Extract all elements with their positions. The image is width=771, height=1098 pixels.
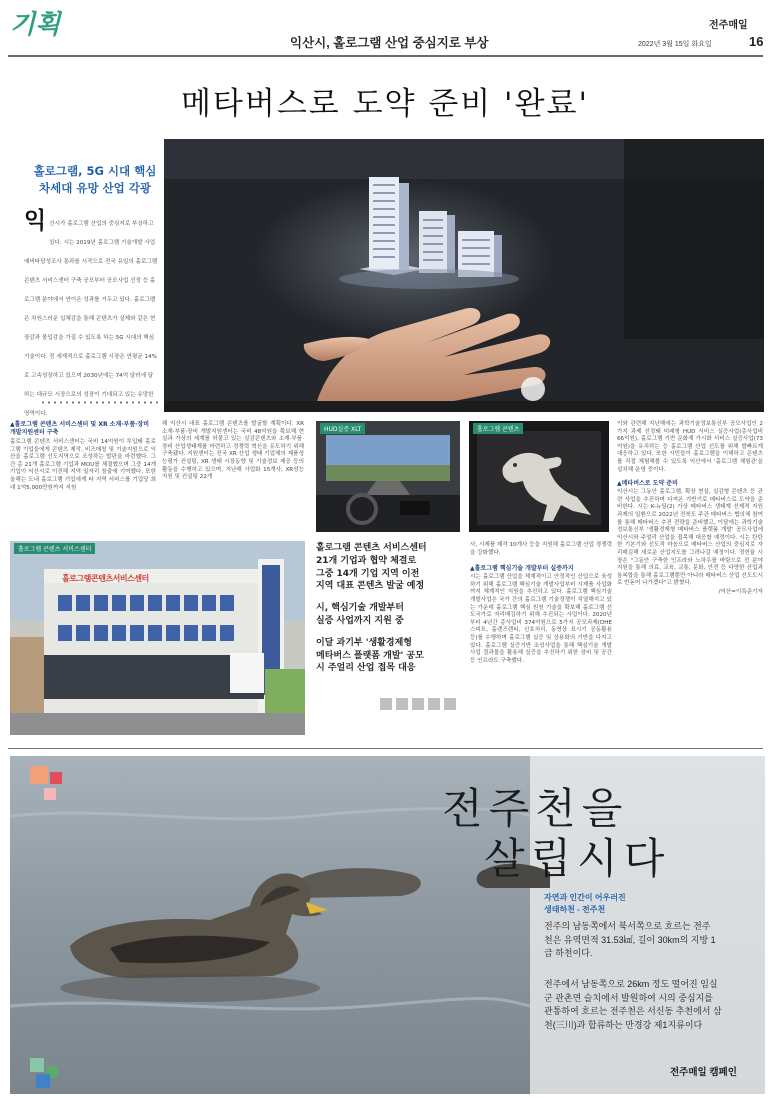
service-center-photo-art xyxy=(10,541,305,735)
hud-photo xyxy=(316,421,460,532)
col4-text-top: 이와 관련해 지난해에는 과학기술정보통신부 공모사업인 2가지 과제 선정돼 미래형 HUD 서비스 실증사업(총사업비 66억원), 홀로그램 기반 문화재 가시화 서비스 실증사업(73억원)을 유치하는 등 홀로그램 산업 선도를 위해 발빠르게 대응하고 있다. 또한 시민들이 홀로그램을 이해하고 콘텐츠를 직접 체험해볼 수 있도록 익산에서 '홀로그램 체험관'을 설치해 운영 중이다. xyxy=(617,421,763,473)
campaign-ad xyxy=(10,756,765,1094)
lead-text: 산시가 홀로그램 산업의 중심지로 부상하고 있다. 시는 2019년 홀로그램 기술개발 사업 예비타당성조사 통과를 시작으로 전국 유일의 홀로그램 콘텐츠 서비스센터 구축 공모부터 공모사업 선정 등 홀로그램 분야에서 연이은 성과를 거두고 있다. 홀로그램은 차원스러운 입체감을 통해 콘텐츠가 실제와 같은 현장감과 몰입감을 가질 수 있도록 하는 5G 시대의 핵심기술이다. 전 세계적으로 홀로그램 시장은 연평균 14%로 고속성장하고 있으며 2030년에는 74억 달러에 달하는 대규모 시장으로의 성장이 기대되고 있는 유망한 영역이다. xyxy=(24,221,158,417)
col3-text-top: 사, 시제품 제작 10개사 등을 지원해 홀로그램 산업 경쟁력을 강화했다. xyxy=(470,542,612,556)
pull-quote-line: 이달 과기부 '생활경제형 xyxy=(316,637,412,648)
quote-marker xyxy=(412,698,424,710)
ad-rule xyxy=(8,748,763,749)
pull-quote-line: 지역 대표 콘텐츠 발굴 예정 xyxy=(316,581,425,592)
quote-marker xyxy=(380,698,392,710)
ad-para-2: 전주에서 남동쪽으로 26km 정도 떨어진 임실군 관촌면 슬치에서 발원하여 시의 중심지를 관통하여 흐르는 전주천은 서신동 추천에서 삼천(三川)과 합류하는 만경강 제1지류이다 xyxy=(544,979,722,1030)
page-headline: 익산시, 홀로그램 산업 중심지로 부상 xyxy=(290,36,489,50)
building-sign: 홀로그램콘텐츠서비스센터 xyxy=(62,574,149,583)
pull-quote xyxy=(316,542,464,675)
pull-quote-line: 실증 사업까지 지원 중 xyxy=(316,615,404,626)
side-subtitle-line1: 홀로그램, 5G 시대 핵심 xyxy=(33,164,157,178)
pull-quote-line: 그중 14개 기업 지역 이전 xyxy=(316,568,420,579)
page-title: 메타버스로 도약 준비 '완료' xyxy=(180,86,589,122)
ad-para-1: 전주의 남동쪽에서 북서쪽으로 흐르는 전주천은 유역면적 31.53㎢, 길이 30km의 지방 1급 하천이다. xyxy=(544,921,716,958)
column-2 xyxy=(162,421,304,482)
col4-section-title: ▲메타버스로 도약 준비 xyxy=(617,480,678,488)
col2-text: 해 익산시 대표 홀로그램 콘텐츠를 발굴할 계획이다. XR 소재·부품·장비 개발지원센터는 국비 48억원을 확보해 현실과 가상의 세계를 허물고 있는 실감콘텐츠와 소재·부품·장비 산업생태계를 마련하고 경쟁력 혁신을 유도하기 위해 구축됐다. 지원센터는 전국 XR 산업 생태 기업체의 제품성능평가 컨설팅, XR 생태 시장동향 및 기술정보 제공 등의 활동을 수행하고 있으며, 지난해 사업화 15개사, XR성능지원 및 컨설팅 22개 xyxy=(162,421,304,481)
dinosaur-photo xyxy=(469,421,609,532)
pull-quote-line: 메타버스 플랫폼 개발' 공모 xyxy=(316,650,424,661)
ad-title-line2: 살립시다 xyxy=(484,834,671,883)
column-4 xyxy=(617,421,763,596)
column-1 xyxy=(10,421,156,492)
col3-text: 시는 홀로그램 산업을 체계적이고 안정적인 산업으로 육성하기 위해 홀로그램 핵심기술 개발사업부터 시제품 사업화까지 체계적인 지원을 추진하고 있다. 홀로그램 핵심기술 개발사업은 국가 간의 홀로그램 기술경쟁이 치열해지고 있는 가운데 홀로그램 핵심 원천 기술을 확보해 홀로그램 선도국가로 자리매김하기 위해 추진되는 사업이다. 2020년부터 4년간 총사업비 374억원으로 5가지 공모과제(DHE스피트, 홀렌즈렌티, 신호처리, 동영상 표시기 공동활용 등)를 수행하며 홀로그램 실증 및 상용화의 기반을 다지고 있다. 홀로그램 실증기반 조성사업을 통해 핵심기술 개발사업 결과물을 활용해 실증을 추진하기 위한 장비 및 공간 등 인프라도 구축했다. xyxy=(470,574,612,664)
dinosaur-photo-art xyxy=(469,421,609,532)
ad-subtitle: 자연과 인간이 어우러진 xyxy=(544,893,626,902)
service-center-tag: 홀로그램 콘텐츠 서비스센터 xyxy=(14,543,95,554)
quote-marker xyxy=(396,698,408,710)
pull-quote-line xyxy=(316,628,464,637)
drop-cap: 익 xyxy=(24,208,47,234)
section-kicker: 기획 xyxy=(10,10,61,40)
pull-quote-line: 21개 기업과 협약 체결로 xyxy=(316,555,417,566)
byline: /익산=이특준기자 xyxy=(718,588,763,595)
divider-dots xyxy=(40,401,160,404)
ad-campaign-label: 전주매일 캠페인 xyxy=(670,1067,737,1078)
paper-name: 전주매일 xyxy=(709,20,748,31)
hud-tag: HUD실증 XLT xyxy=(320,423,365,434)
ad-tagline: 생태하천 - 전주천 xyxy=(544,905,606,914)
pull-quote-line xyxy=(316,593,464,602)
lead-paragraph xyxy=(24,210,158,419)
page-number: 16 xyxy=(749,34,764,49)
pull-quote-line: 홀로그램 콘텐츠 서비스센터 xyxy=(316,543,427,553)
column-3 xyxy=(470,542,612,665)
quote-marker xyxy=(444,698,456,710)
quote-marker xyxy=(428,698,440,710)
ad-title-line1: 전주천을 xyxy=(442,784,629,833)
hologram-photo-art xyxy=(164,139,764,412)
side-subtitle xyxy=(30,163,160,197)
masthead-rule xyxy=(8,55,763,57)
issue-date: 2022년 3월 15일 화요일 xyxy=(638,41,712,48)
col1-text: 홀로그램 콘텐츠 서비스센터는 국비 14억원이 투입돼 홀로그램 기업들에게 콘텐츠 제작, 비즈매칭 및 기술지원으로 익산을 홀로그램 선도지역으로 조성하는 발판을 마련했다. 그간 총 21개 홀로그램 기업과 MOU를 체결했으며 그중 14개 기업이 익산시로 이전해 지역 일자리 창출에 기여했다. 또한 올해는 도내 홀로그램 기업에게 타 지역 서비스를 기업당 최대 1억5,000만원까지 지원 xyxy=(10,439,156,491)
dinosaur-tag: 홀로그램 콘텐츠 xyxy=(473,423,523,434)
col4-text: 익산시는 그동안 홀로그램, 확장 현실, 실감형 콘텐츠 등 관련 사업을 추진하며 다져온 기반기로 메타버스로 도약을 준비한다. 시는 K-뉴딜(2) 가상 메타버스 생태계 선제적 지원 과제의 일환으로 2022년 전북도 주관 메타버스 협의체 참여를 통해 메타버스 추진 전략을 준비했고, 이달에는 과학기술정보통신부 '생활경제형 메타버스 플랫폼 개발' 공모사업에 익산시와 주얼리 산업을 접목해 대응할 예정이다. 시는 탄탄한 기본기와 선도적 마음으로 메타버스 산업의 중심지로 자리매김해 새로운 산업지도를 그려나갈 예정이다. 정헌율 시장은 "그동안 구축한 인프라와 노하우를 바탕으로 전 분야 지원을 통해 의료, 교육, 교통, 문화, 안전 등 다양한 산업과 융복합을 통해 홀로그램뿐만 아니라 메타버스 산업 선도도시로 반돋어 나가겠다"고 밝혔다. xyxy=(617,489,763,587)
side-subtitle-line2: 차세대 유망 산업 각광 xyxy=(39,181,151,195)
col3-section-title: ▲홀로그램 핵심기술 개발부터 실증까지 xyxy=(470,565,574,573)
service-center-photo xyxy=(10,541,305,735)
hologram-photo xyxy=(164,139,764,412)
pull-quote-line: 시 주얼리 산업 접목 대응 xyxy=(316,663,416,674)
hud-photo-art xyxy=(316,421,460,532)
pull-quote-line: 시, 핵심기술 개발부터 xyxy=(316,603,404,614)
col1-section-title: ▲홀로그램 콘텐츠 서비스센터 및 XR 소재·부품·장비 개발지원센터 구축 xyxy=(10,421,149,436)
